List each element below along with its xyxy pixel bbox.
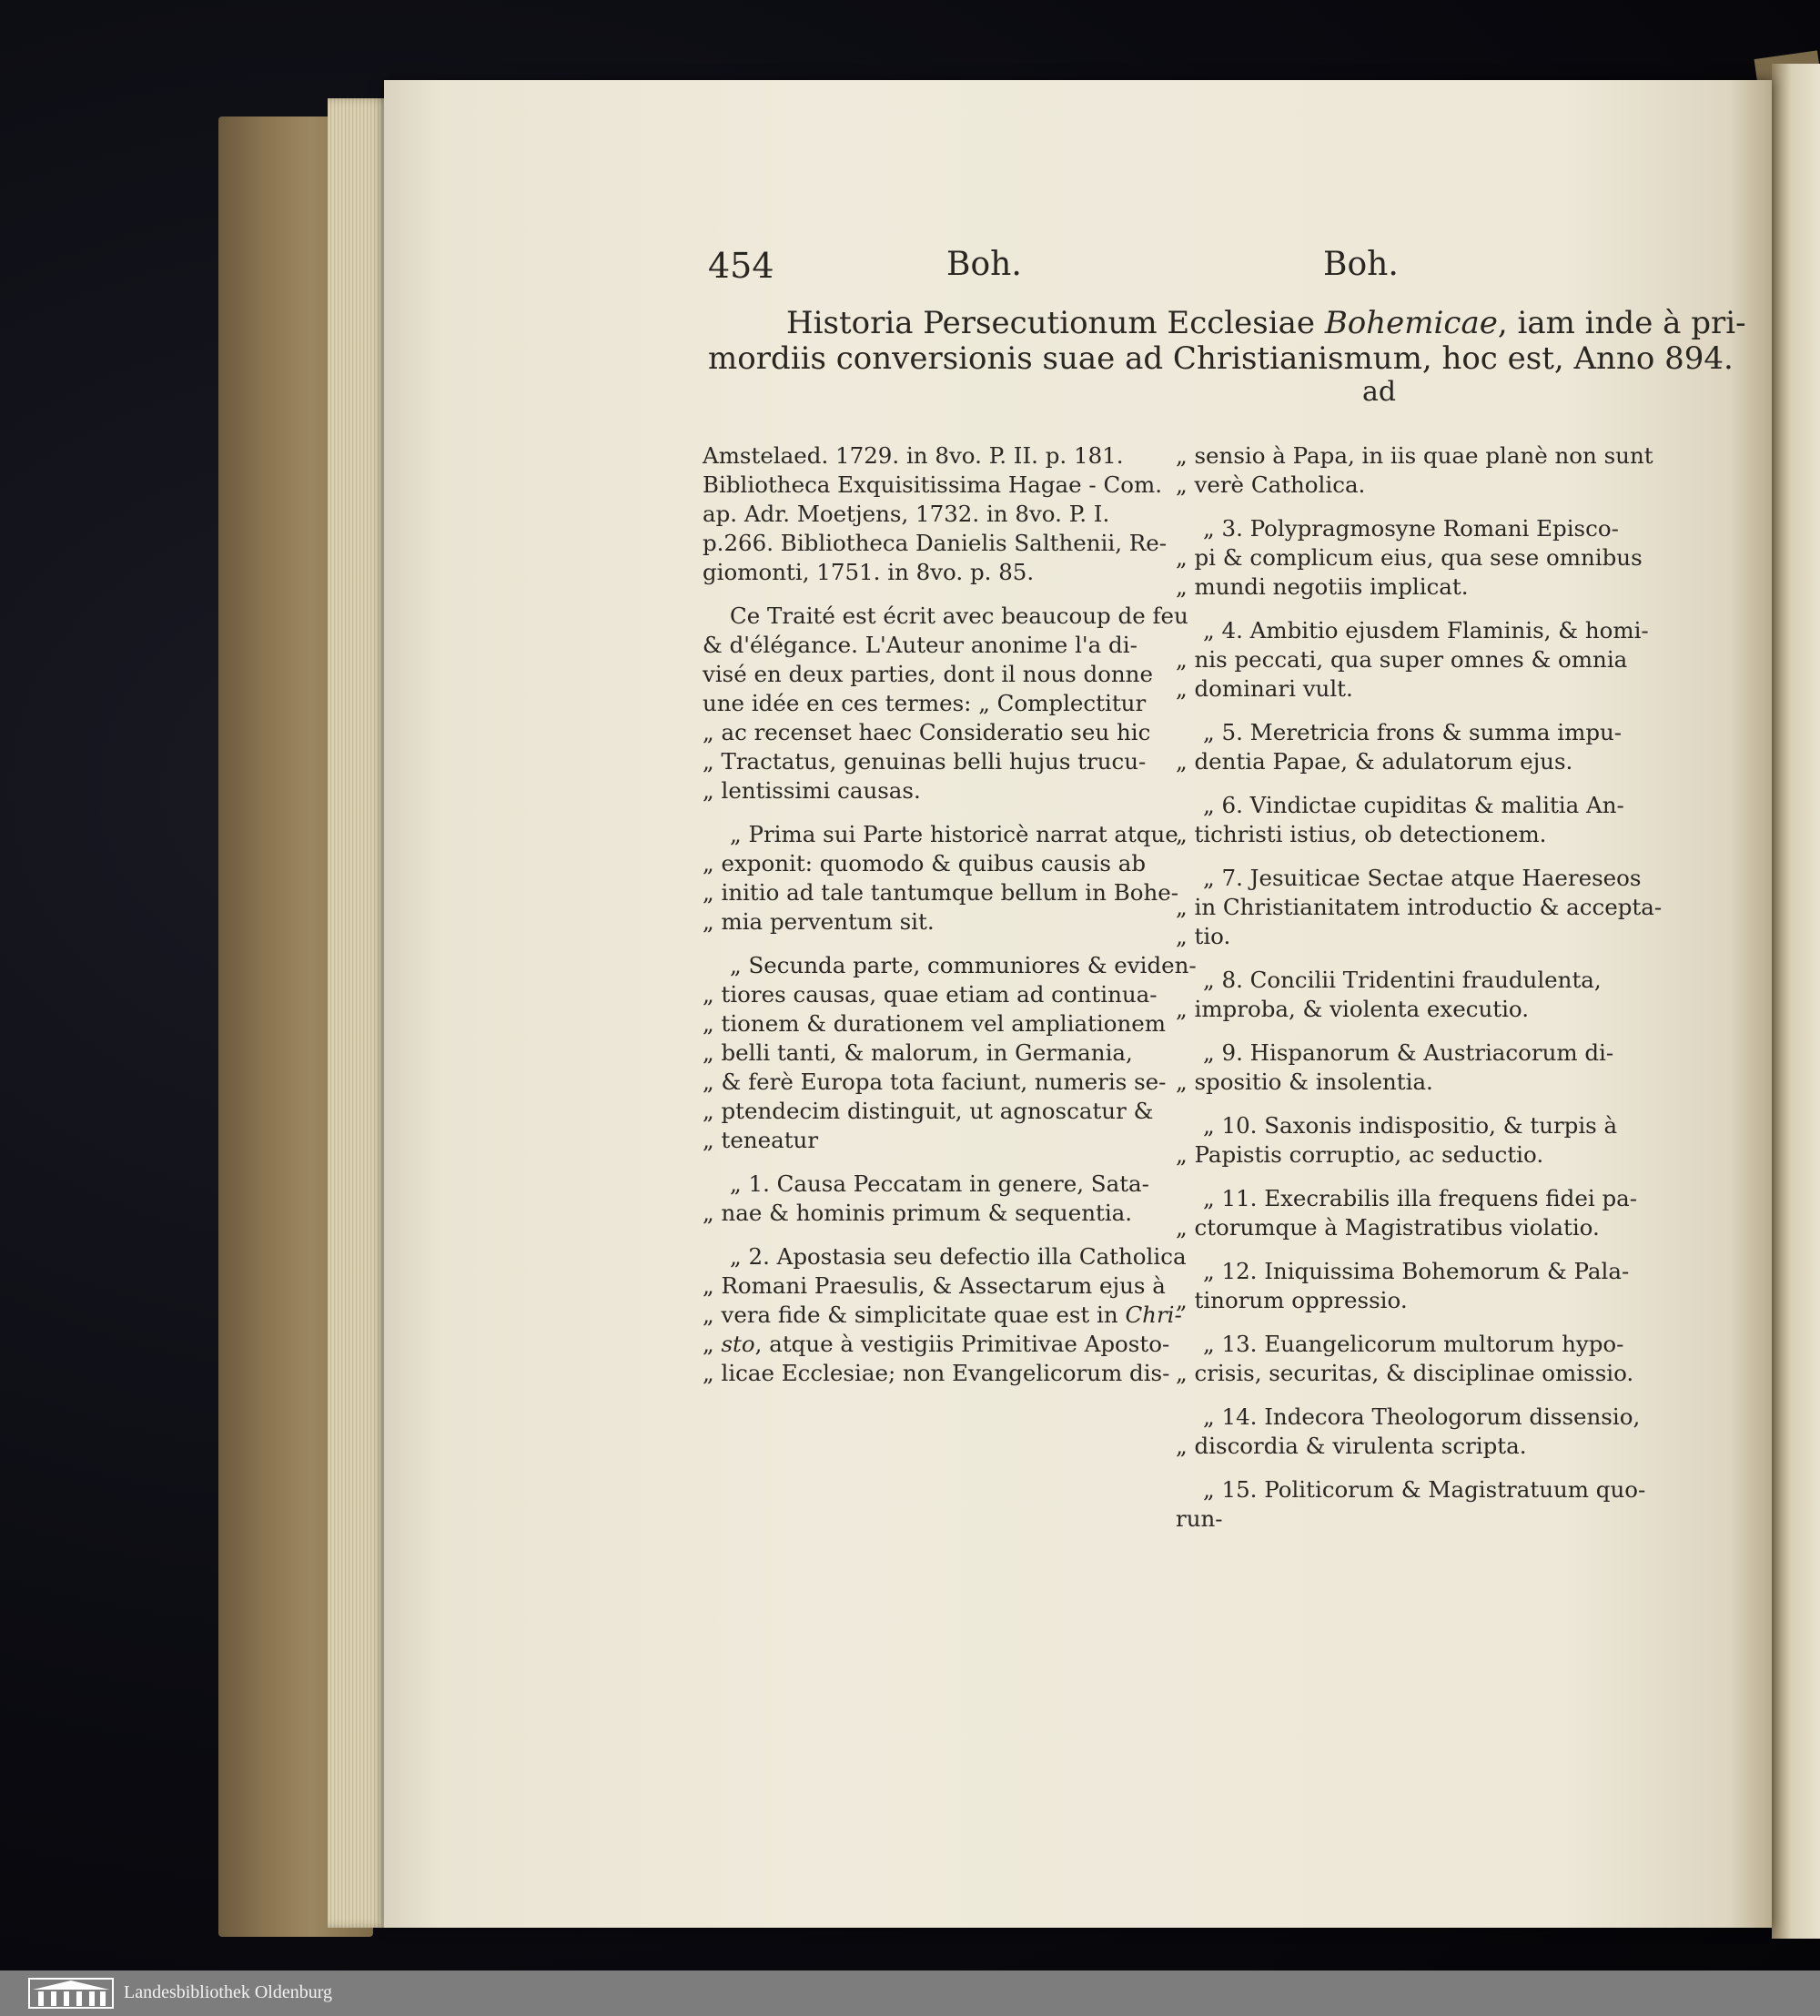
enumerated-item [1176,616,1649,704]
text-line: Ce Traité est écrit avec beaucoup de feu [730,603,1188,629]
enumerated-item [1176,1257,1631,1315]
text-line: „ dominari vult. [1176,675,1353,702]
text-line: „ 8. Concilii Tridentini fraudulenta, [1203,967,1602,993]
text-line: „ tichristi istius, ob detectionem. [1176,821,1547,847]
book-page [384,80,1772,1928]
text-line: „ nis peccati, qua super omnes & omnia [1176,646,1628,673]
text-line: „ 5. Meretricia frons & summa impu- [1203,719,1623,745]
text-line: p.266. Bibliotheca Danielis Salthenii, Re- [703,530,1167,556]
enumerated-item [1176,718,1631,776]
text-line: „ lentissimi causas. [703,777,921,804]
enumerated-item [1176,1111,1631,1170]
text-line: „ licae Ecclesiae; non Evangelicorum dis- [703,1360,1170,1386]
text-line: „ 9. Hispanorum & Austriacorum di- [1203,1039,1614,1066]
left-paragraph-2 [703,602,1188,805]
text-line: „ 7. Jesuiticae Sectae atque Haereseos [1203,865,1642,891]
left-column [703,441,1197,1403]
text-line [703,1330,1170,1359]
enumerated-item [1176,791,1631,849]
text-line: „ sensio à Papa, in iis quae planè non sunt [1176,442,1653,469]
left-paragraph-5 [703,1170,1147,1228]
text-line: „ spositio & insolentia. [1176,1069,1433,1095]
running-head-left: Boh. [946,246,1022,283]
text-line: une idée en ces termes: „ Complectitur [703,690,1147,716]
text-line: „ belli tanti, & malorum, in Germania, [703,1039,1133,1066]
title-italic: Bohemicae [1324,305,1498,341]
left-paragraph-3 [703,820,1179,937]
text-line: „ 1. Causa Peccatam in genere, Sata- [730,1170,1149,1197]
right-paragraph-1 [1176,441,1653,500]
text-line: „ 15. Politicorum & Magistratuum quo- [1203,1476,1646,1503]
title-prefix: Historia Persecutionum Ecclesiae [786,305,1325,341]
text-line: visé en deux parties, dont il nous donne [703,661,1153,687]
text-line: Amstelaed. 1729. in 8vo. P. II. p. 181. [703,442,1124,469]
footer-bar [0,1970,1820,2016]
text-line: giomonti, 1751. in 8vo. p. 85. [703,559,1035,585]
text-line: „ tionem & durationem vel ampliationem [703,1010,1167,1037]
enumerated-item [1176,864,1663,951]
left-paragraph-1 [703,441,1167,587]
text-line: Bibliotheca Exquisitissima Hagae - Com. [703,471,1163,498]
library-building-logo-icon [27,1977,115,2010]
text-line: „ exponit: quomodo & quibus causis ab [703,850,1147,876]
text-line [703,1301,1182,1330]
text-line: „ 3. Polypragmosyne Romani Episco- [1203,515,1619,542]
enumerated-item [1176,1403,1641,1461]
text-line: „ tinorum oppressio. [1176,1287,1408,1313]
text-line: „ 11. Execrabilis illa frequens fidei pa- [1203,1185,1638,1211]
text-line: „ tio. [1176,923,1231,949]
text-fragment: „ [703,1331,722,1357]
text-line: „ Secunda parte, communiores & eviden- [730,952,1197,978]
enumerated-item [1176,1038,1631,1097]
text-line: „ Tractatus, genuinas belli hujus trucu- [703,748,1147,775]
enumerated-item [1176,1475,1646,1534]
text-line: ap. Adr. Moetjens, 1732. in 8vo. P. I. [703,501,1110,527]
text-fragment: „ vera fide & simplicitate quae est in [703,1302,1126,1328]
page-number: 454 [708,246,774,286]
text-line: „ 14. Indecora Theologorum dissensio, [1203,1403,1641,1430]
text-line: „ crisis, securitas, & disciplinae omissio. [1176,1360,1634,1386]
text-line: „ ctorumque à Magistratibus violatio. [1176,1214,1600,1241]
text-line: „ Romani Praesulis, & Assectarum ejus à [703,1272,1166,1299]
text-line: „ mundi negotiis implicat. [1176,573,1469,600]
enumerated-item [1176,1330,1634,1388]
left-paragraph-6 [703,1242,1187,1388]
library-name: Landesbibliothek Oldenburg [124,1982,333,2002]
text-line: „ 2. Apostasia seu defectio illa Catholica [730,1243,1187,1270]
text-line: „ tiores causas, quae etiam ad continua- [703,981,1158,1008]
facing-page-edge [1772,64,1820,1939]
italic-fragment: Chri- [1125,1302,1182,1328]
text-line: „ 6. Vindictae cupiditas & malitia An- [1203,792,1624,818]
text-line: „ in Christianitatem introductio & accepta- [1176,894,1663,920]
left-paragraph-4 [703,951,1197,1155]
text-line: „ 10. Saxonis indispositio, & turpis à [1203,1112,1618,1139]
italic-fragment: sto [721,1331,755,1357]
text-line: „ nae & hominis primum & sequentia. [703,1200,1133,1226]
title-line-1 [786,305,1746,341]
text-line: „ 4. Ambitio ejusdem Flaminis, & homi- [1203,617,1649,643]
page-block-edge [328,98,391,1928]
title-suffix: , iam inde à pri- [1497,305,1746,341]
text-line: „ ptendecim distinguit, ut agnoscatur & [703,1098,1154,1124]
text-line: „ Papistis corruptio, ac seductio. [1176,1141,1544,1168]
text-line: „ ac recenset haec Consideratio seu hic [703,719,1151,745]
text-fragment: , atque à vestigiis Primitivae Aposto- [754,1331,1170,1357]
text-line: run- [1176,1505,1223,1532]
text-line: „ mia perventum sit. [703,908,935,935]
catchword: ad [1362,376,1397,408]
text-line: „ Prima sui Parte historicè narrat atque [730,821,1178,847]
title-line-2: mordiis conversionis suae ad Christianismum, hoc est, Anno 894. [708,340,1734,377]
text-line: „ & ferè Europa tota faciunt, numeris se- [703,1069,1167,1095]
text-line: „ discordia & virulenta scripta. [1176,1433,1527,1459]
text-line: „ pi & complicum eius, qua sese omnibus [1176,544,1643,571]
text-line: „ dentia Papae, & adulatorum ejus. [1176,748,1573,775]
enumerated-item [1176,966,1631,1024]
text-line: „ verè Catholica. [1176,471,1366,498]
enumerated-item [1176,514,1643,602]
text-line: „ improba, & violenta executio. [1176,996,1530,1022]
text-line: „ 12. Iniquissima Bohemorum & Pala- [1203,1258,1630,1284]
text-line: & d'élégance. L'Auteur anonime l'a di- [703,632,1138,658]
text-line: „ initio ad tale tantumque bellum in Bohe- [703,879,1179,906]
text-line: „ teneatur [703,1127,819,1153]
right-column [1176,441,1663,1548]
running-head-right: Boh. [1323,246,1399,283]
text-line: „ 13. Euangelicorum multorum hypo- [1203,1331,1624,1357]
enumerated-item [1176,1184,1638,1242]
